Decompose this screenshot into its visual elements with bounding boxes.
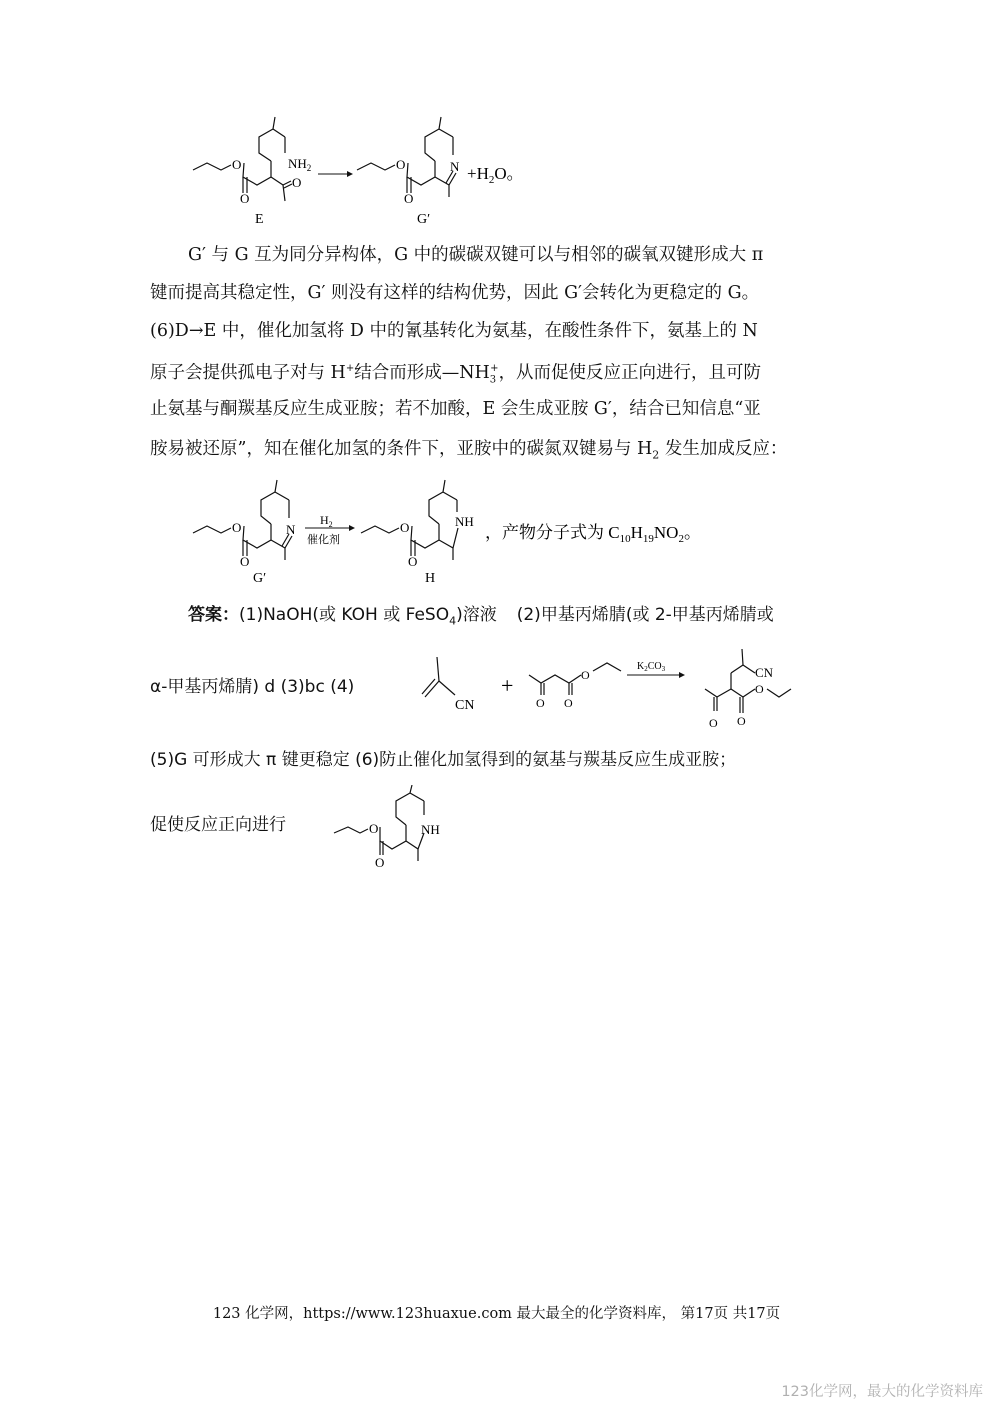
cn-label-reactant: CN bbox=[455, 698, 475, 713]
cn-label-product: CN bbox=[755, 665, 774, 680]
h-nh-label: NH bbox=[455, 514, 474, 529]
gp2-o-carbonyl: O bbox=[240, 554, 250, 569]
answer-molecule-h bbox=[334, 785, 424, 861]
ans-o-carbonyl: O bbox=[375, 855, 385, 870]
gp2-n-atom: N bbox=[286, 522, 296, 537]
e-nh2-label: $NH_2$ bbox=[288, 156, 312, 173]
eaa-o1: O bbox=[536, 696, 545, 710]
scheme-e-to-g-prime bbox=[185, 115, 565, 230]
e-o-carbonyl: O bbox=[240, 191, 250, 206]
molecule-g-prime bbox=[357, 117, 456, 197]
para1-line1: G′ 与 G 互为同分异构体，G 中的碳碳双键可以与相邻的碳氧双键形成大 π bbox=[188, 245, 764, 265]
reaction-arrow bbox=[318, 171, 353, 177]
answer-line3: (5)G 可形成大 π 键更稳定 (6)防止催化加氢得到的氨基与羰基反应生成亚胺； bbox=[150, 750, 737, 770]
para2-line4: 胺易被还原”，知在催化加氢的条件下，亚胺中的碳氮双键易与 $H_2$ 发生加成反应： bbox=[150, 439, 788, 462]
michael-product bbox=[705, 649, 791, 713]
h-o-atom: O bbox=[400, 520, 410, 535]
water-product: $+H_2O$。 bbox=[467, 164, 524, 186]
prod-o2: O bbox=[737, 714, 746, 728]
k2co3-label: $K_2CO_3$ bbox=[637, 661, 666, 673]
eaa-o3: O bbox=[581, 668, 590, 682]
para2-line1: (6)D→E 中，催化加氢将 D 中的氰基转化为氨基，在酸性条件下，氨基上的 N bbox=[150, 321, 758, 341]
h-o-carbonyl: O bbox=[408, 554, 418, 569]
label-g-prime-2: G′ bbox=[253, 571, 267, 586]
e-o-ketone: O bbox=[292, 175, 302, 190]
para1-line2: 键而提高其稳定性，G′ 则没有这样的结构优势，因此 G′会转化为更稳定的 G。 bbox=[150, 283, 760, 303]
gp-n-atom: N bbox=[450, 159, 460, 174]
answer-line1: 答案：(1)NaOH(或 KOH 或 FeSO$_4$)溶液 (2)甲基丙烯腈(或 2-甲基丙烯腈或 bbox=[188, 605, 774, 628]
page-footer: 123 化学网，https://www.123huaxue.com 最大最全的化学资料库， 第17页 共17页 bbox=[212, 1306, 781, 1322]
e-o-atom: O bbox=[232, 157, 242, 172]
answer-line4: 促使反应正向进行 bbox=[150, 815, 286, 835]
label-e: E bbox=[255, 212, 264, 227]
gp2-o-atom: O bbox=[232, 520, 242, 535]
para2-line2: 原子会提供孤电子对与 H+结合而形成$—NH_3^+$，从而促使反应正向进行，且可防 bbox=[150, 362, 762, 386]
answer-structure-h bbox=[330, 785, 470, 885]
answer-line2: α-甲基丙烯腈) d (3)bc (4) bbox=[150, 677, 355, 697]
prod-o1: O bbox=[709, 716, 718, 730]
para2-line3: 止氨基与酮羰基反应生成亚胺；若不加酸，E 会生成亚胺 G′，结合已知信息“亚 bbox=[150, 399, 761, 419]
label-h: H bbox=[425, 571, 436, 586]
molecule-e bbox=[193, 117, 292, 201]
arrow-reagent-h2: $H_2$ bbox=[320, 513, 333, 529]
plus-sign: + bbox=[501, 673, 514, 698]
k2co3-arrow bbox=[627, 672, 685, 678]
eaa-o2: O bbox=[564, 696, 573, 710]
label-g-prime: G′ bbox=[417, 212, 431, 227]
molecule-g-prime-2 bbox=[193, 480, 292, 560]
prod-o3: O bbox=[755, 682, 764, 696]
scheme-michael-addition bbox=[415, 645, 835, 745]
arrow-catalyst: 催化剂 bbox=[307, 533, 340, 546]
methacrylonitrile bbox=[422, 657, 455, 697]
ethyl-acetoacetate bbox=[529, 663, 621, 695]
ans-nh-label: NH bbox=[421, 822, 440, 837]
gp-o-atom: O bbox=[396, 157, 406, 172]
molecule-h bbox=[361, 480, 458, 560]
gp-o-carbonyl: O bbox=[404, 191, 414, 206]
scheme-g-prime-to-h bbox=[185, 478, 745, 588]
molecular-formula: ，产物分子式为 $C_{10}H_{19}NO_2$。 bbox=[485, 523, 701, 545]
ans-o-atom: O bbox=[369, 821, 379, 836]
watermark-text: 123化学网，最大的化学资料库 bbox=[781, 1384, 983, 1400]
